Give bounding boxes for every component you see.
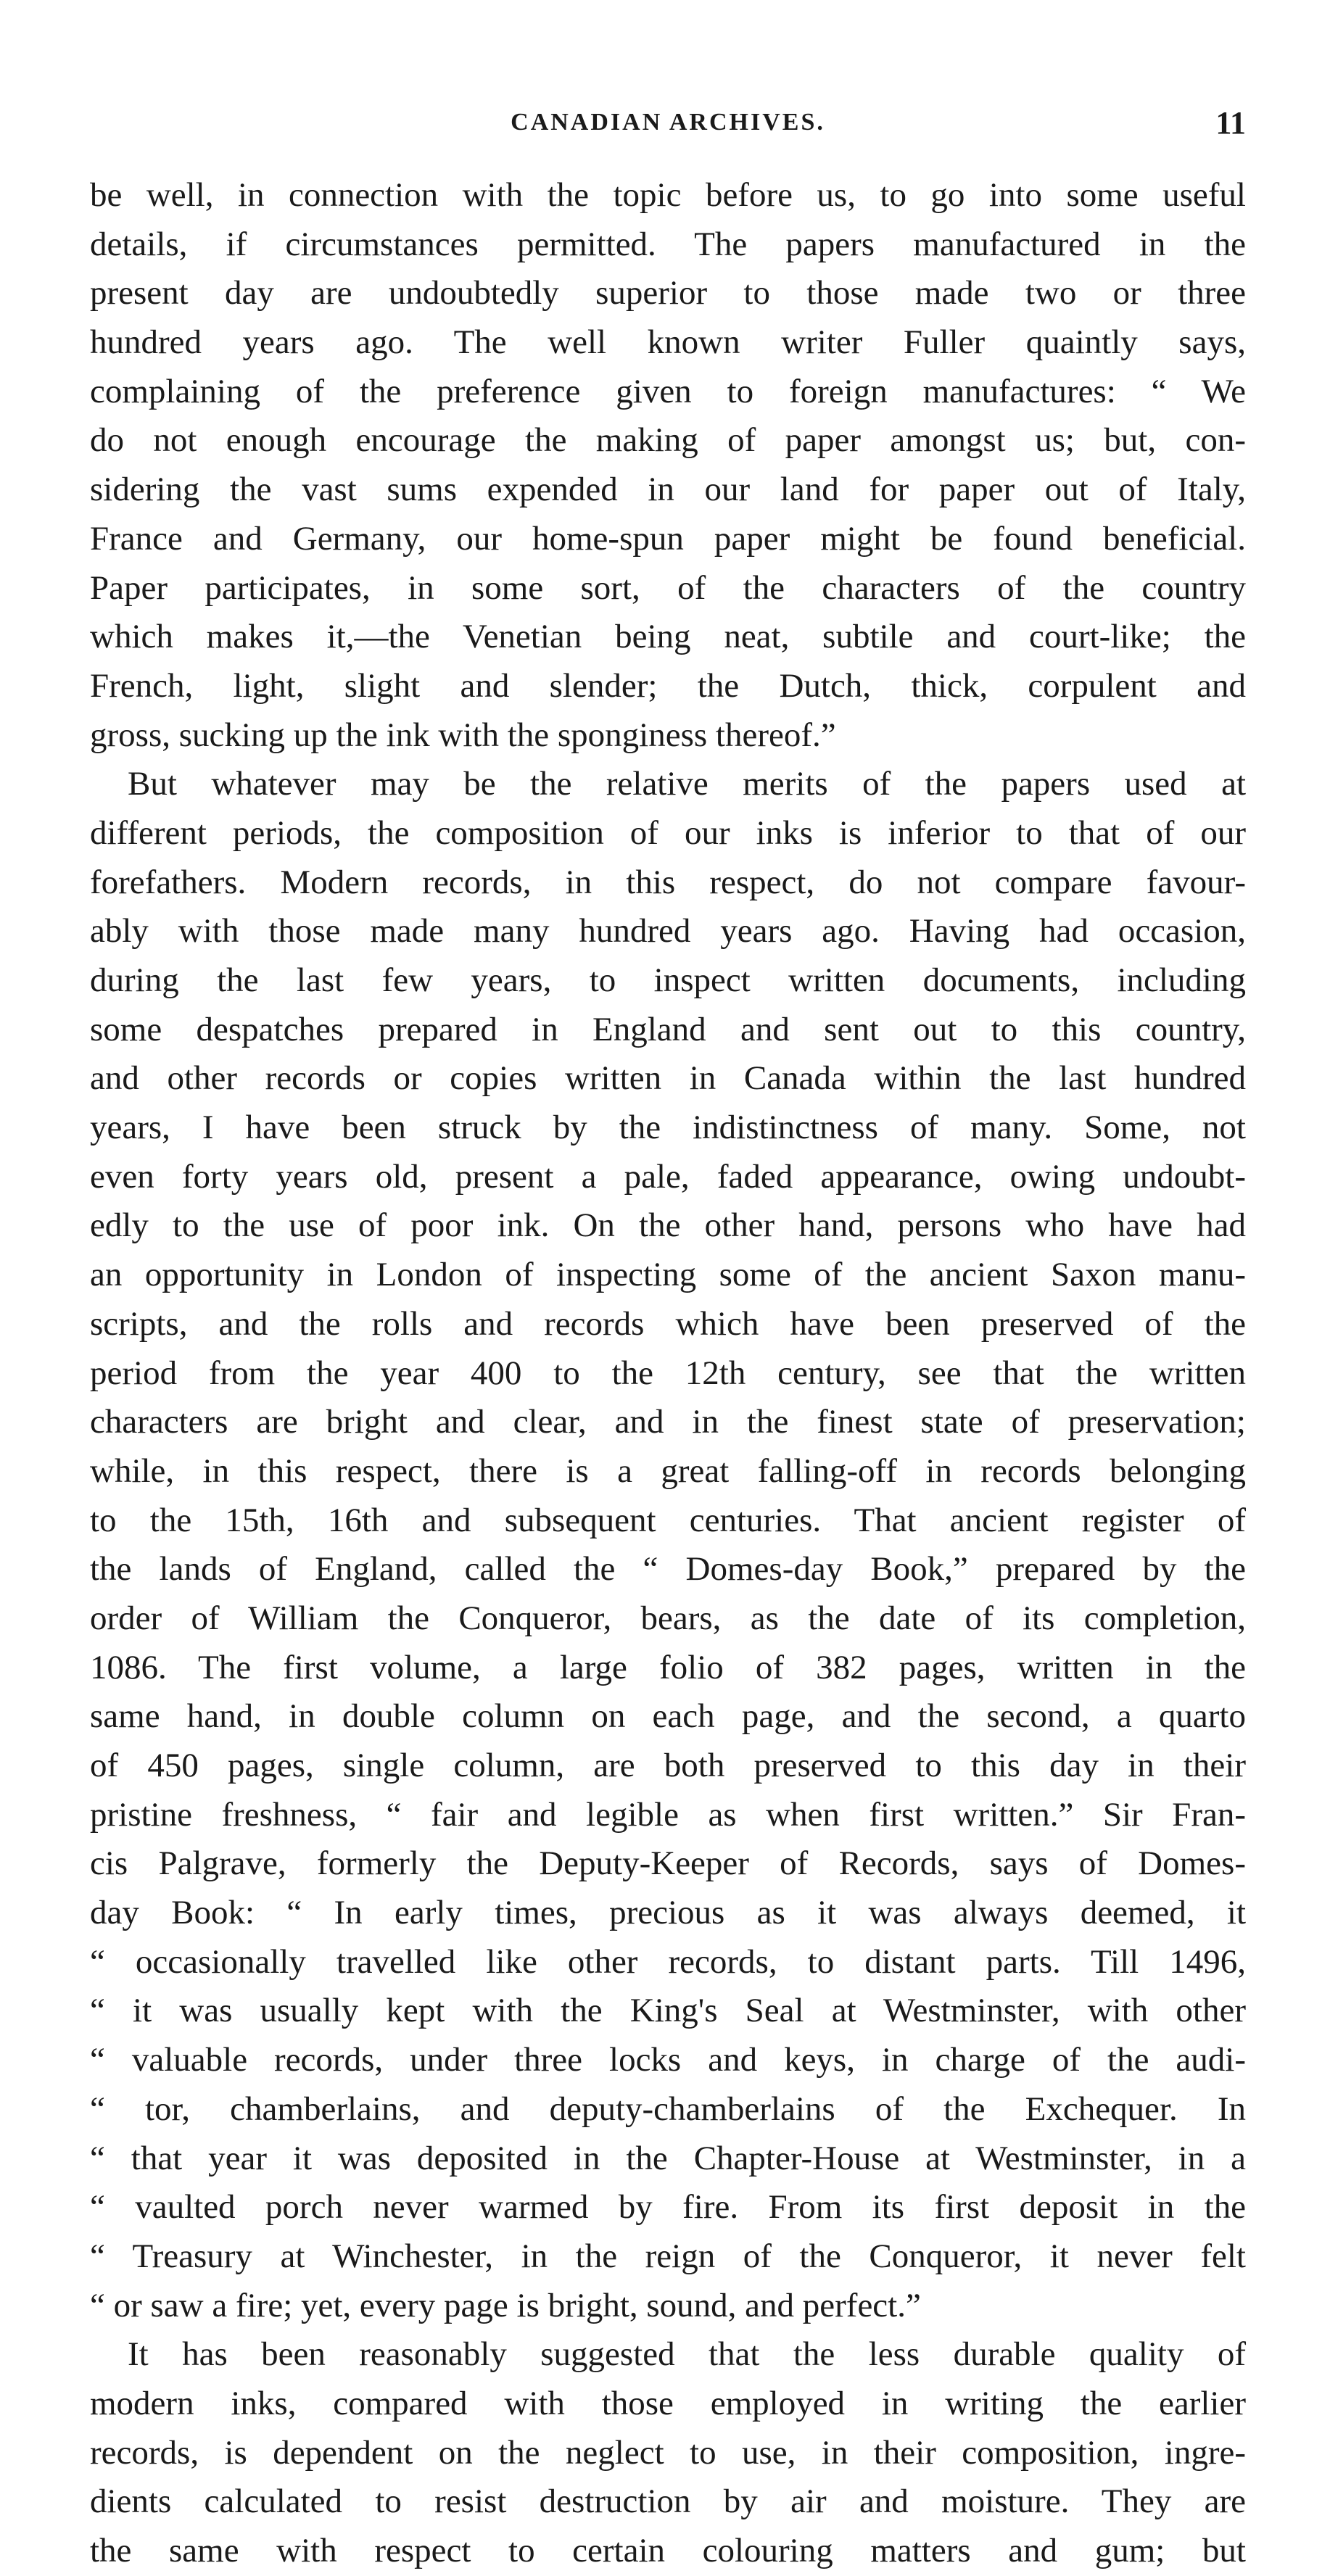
text-line: gross, sucking up the ink with the sponginess thereof.” bbox=[90, 716, 836, 754]
text-line: scripts, and the rolls and records which have been preserved of the bbox=[90, 1304, 1246, 1343]
text-line: which makes it,—the Venetian being neat, subtile and court-like; the bbox=[90, 618, 1246, 656]
text-line: an opportunity in London of inspecting some of the ancient Saxon manu- bbox=[90, 1256, 1246, 1294]
text-line: “ or saw a fire; yet, every page is bright, sound, and perfect.” bbox=[90, 2286, 921, 2324]
text-line: order of William the Conqueror, bears, as the date of its completion, bbox=[90, 1599, 1246, 1637]
text-line: sidering the vast sums expended in our land for paper out of Italy, bbox=[90, 471, 1246, 509]
page-number: 11 bbox=[1215, 105, 1246, 141]
text-line: details, if circumstances permitted. The papers manufactured in the bbox=[90, 225, 1246, 263]
text-line: France and Germany, our home-spun paper might be found beneficial. bbox=[90, 519, 1246, 558]
text-line: “ vaulted porch never warmed by fire. From its first deposit in the bbox=[90, 2188, 1246, 2227]
text-line: But whatever may be the relative merits of the papers used at bbox=[128, 765, 1246, 803]
text-line: 1086. The first volume, a large folio of 382 pages, written in the bbox=[90, 1648, 1246, 1686]
text-line: while, in this respect, there is a great falling-off in records belonging bbox=[90, 1451, 1246, 1490]
text-line: some despatches prepared in England and sent out to this country, bbox=[90, 1010, 1246, 1048]
text-line: complaining of the preference given to foreign manufactures: “ We bbox=[90, 372, 1246, 410]
text-line: during the last few years, to inspect written documents, including bbox=[90, 961, 1246, 999]
text-line: French, light, slight and slender; the Dutch, thick, corpulent and bbox=[90, 666, 1246, 705]
text-line: “ occasionally travelled like other records, to distant parts. Till 1496, bbox=[90, 1942, 1246, 1981]
text-line: pristine freshness, “ fair and legible as when first written.” Sir Fran- bbox=[90, 1795, 1246, 1834]
text-line: different periods, the composition of our inks is inferior to that of our bbox=[90, 813, 1246, 852]
text-line: and other records or copies written in Canada within the last hundred bbox=[90, 1059, 1246, 1098]
text-line: of 450 pages, single column, are both preserved to this day in their bbox=[90, 1747, 1246, 1784]
text-line: hundred years ago. The well known writer Fuller quaintly says, bbox=[90, 323, 1246, 362]
text-line: period from the year 400 to the 12th century, see that the written bbox=[90, 1354, 1246, 1392]
text-line: be well, in connection with the topic before us, to go into some useful bbox=[90, 176, 1246, 214]
text-line: edly to the use of poor ink. On the other hand, persons who have had bbox=[90, 1206, 1246, 1245]
text-line: “ valuable records, under three locks and keys, in charge of the audi- bbox=[90, 2041, 1246, 2079]
running-head: CANADIAN ARCHIVES. bbox=[511, 109, 825, 136]
text-line: forefathers. Modern records, in this respect, do not compare favour- bbox=[90, 863, 1246, 901]
text-line: characters are bright and clear, and in the finest state of preservation; bbox=[90, 1403, 1246, 1441]
text-line: same hand, in double column on each page, and the second, a quarto bbox=[90, 1697, 1246, 1736]
text-line: “ it was usually kept with the King's Seal at Westminster, with other bbox=[90, 1992, 1246, 2030]
text-line: to the 15th, 16th and subsequent centuries. That ancient register of bbox=[90, 1501, 1246, 1539]
text-line: “ Treasury at Winchester, in the reign of the Conqueror, it never felt bbox=[90, 2237, 1246, 2275]
text-line: ably with those made many hundred years ago. Having had occasion, bbox=[90, 912, 1246, 951]
text-line: present day are undoubtedly superior to those made two or three bbox=[90, 274, 1246, 312]
body-text bbox=[90, 171, 1246, 2576]
text-line: the lands of England, called the “ Domes-day Book,” prepared by the bbox=[90, 1550, 1246, 1589]
text-line: modern inks, compared with those employed in writing the earlier bbox=[90, 2384, 1246, 2422]
text-line: even forty years old, present a pale, faded appearance, owing undoubt- bbox=[90, 1157, 1246, 1196]
text-line: “ tor, chamberlains, and deputy-chamberlains of the Exchequer. In bbox=[90, 2090, 1246, 2128]
text-line: records, is dependent on the neglect to use, in their composition, ingre- bbox=[90, 2433, 1246, 2472]
text-line: Paper participates, in some sort, of the characters of the country bbox=[90, 568, 1246, 607]
text-line: It has been reasonably suggested that the less durable quality of bbox=[128, 2335, 1246, 2374]
text-line: dients calculated to resist destruction by air and moisture. They are bbox=[90, 2482, 1246, 2521]
text-line: “ that year it was deposited in the Chapter-House at Westminster, in a bbox=[90, 2139, 1246, 2177]
page-header bbox=[90, 105, 1246, 152]
text-line: cis Palgrave, formerly the Deputy-Keeper of Records, says of Domes- bbox=[90, 1844, 1246, 1883]
text-line: do not enough encourage the making of paper amongst us; but, con- bbox=[90, 421, 1246, 460]
text-line: the same with respect to certain colouring matters and gum; but bbox=[90, 2532, 1246, 2569]
text-line: day Book: “ In early times, precious as it was always deemed, it bbox=[90, 1894, 1246, 1932]
text-line: years, I have been struck by the indistinctness of many. Some, not bbox=[90, 1109, 1246, 1147]
